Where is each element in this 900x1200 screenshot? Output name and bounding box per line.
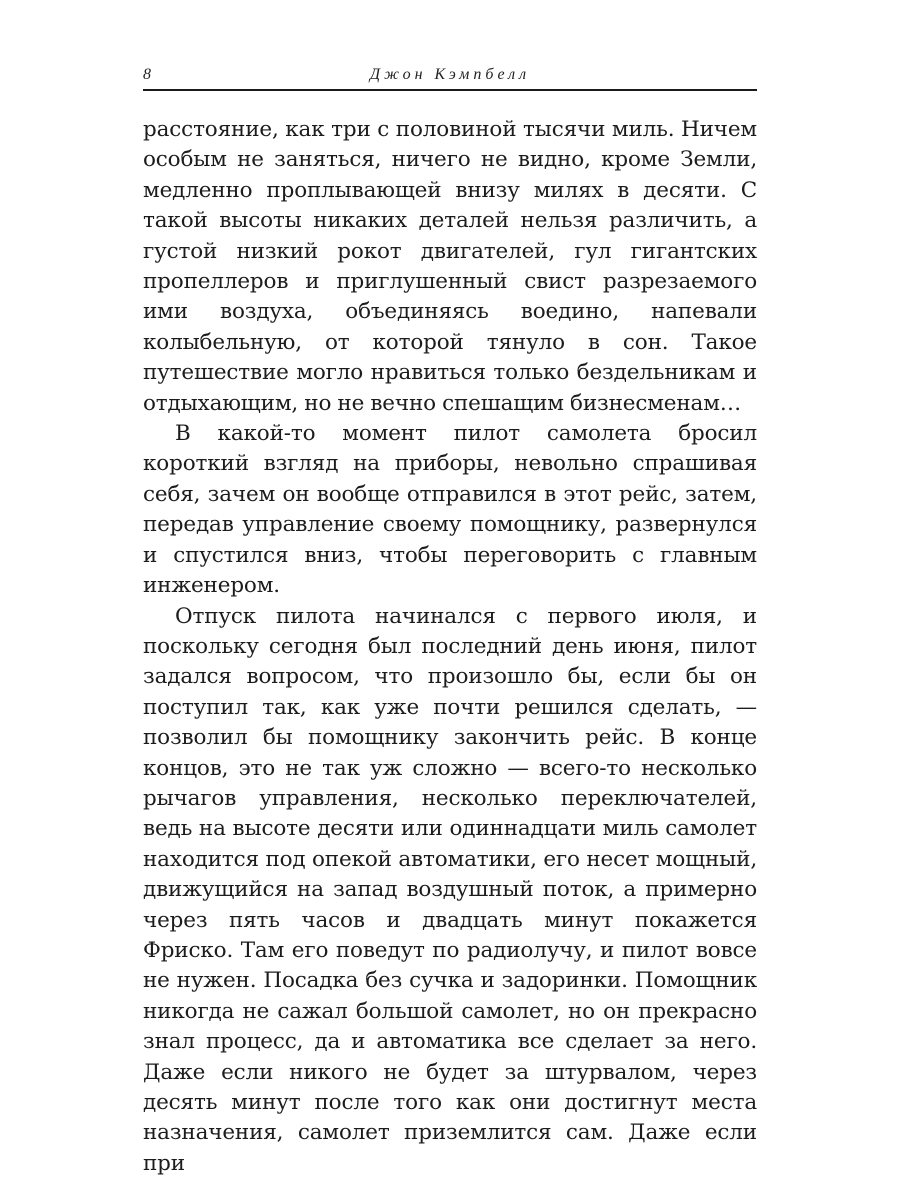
book-page	[143, 0, 757, 1200]
paragraph-1: расстояние, как три с половиной тысячи миль. Ничем особым не заняться, ничего не видно, кроме Земли, медленно проплывающей внизу милях в десяти. С такой высоты никаких деталей нельзя различить, а густой низкий рокот двигателей, гул гигантских пропеллеров и приглушенный свист разрезаемого ими воздуха, объединяясь воедино, напевали колыбельную, от которой тянуло в сон. Такое путешествие могло нравиться только бездельникам и отдыхающим, но не вечно спешащим бизнесменам…	[143, 117, 757, 416]
page-number: 8	[143, 66, 151, 83]
paragraph-3: Отпуск пилота начинался с первого июля, и поскольку сегодня был последний день июня, пилот задался вопросом, что произошло бы, если бы он поступил так, как уже почти решился сделать, — позволил бы помощнику закончить рейс. В конце концов, это не так уж сложно — всего-то несколько рычагов управления, несколько переключателей, ведь на высоте десяти или одиннадцати миль самолет находится под опекой автоматики, его несет мощный, движущийся на запад воздушный поток, а примерно через пять часов и двадцать минут покажется Фриско. Там его поведут по радиолучу, и пилот вовсе не нужен. Посадка без сучка и задоринки. Помощник никогда не сажал большой самолет, но он прекрасно знал процесс, да и автоматика все сделает за него. Даже если никого не будет за штурвалом, через десять минут после того как они достигнут места назначения, самолет приземлится сам. Даже если при	[143, 603, 757, 1176]
running-head	[143, 66, 757, 88]
header-author: Джон Кэмпбелл	[369, 66, 531, 83]
header-rule	[143, 89, 757, 91]
body-text	[143, 115, 757, 1179]
paragraph-2: В какой-то момент пилот самолета бросил короткий взгляд на приборы, невольно спрашивая себя, зачем он вообще отправился в этот рейс, затем, передав управление своему помощнику, развернулся и спустился вниз, чтобы переговорить с главным инженером.	[143, 421, 757, 599]
